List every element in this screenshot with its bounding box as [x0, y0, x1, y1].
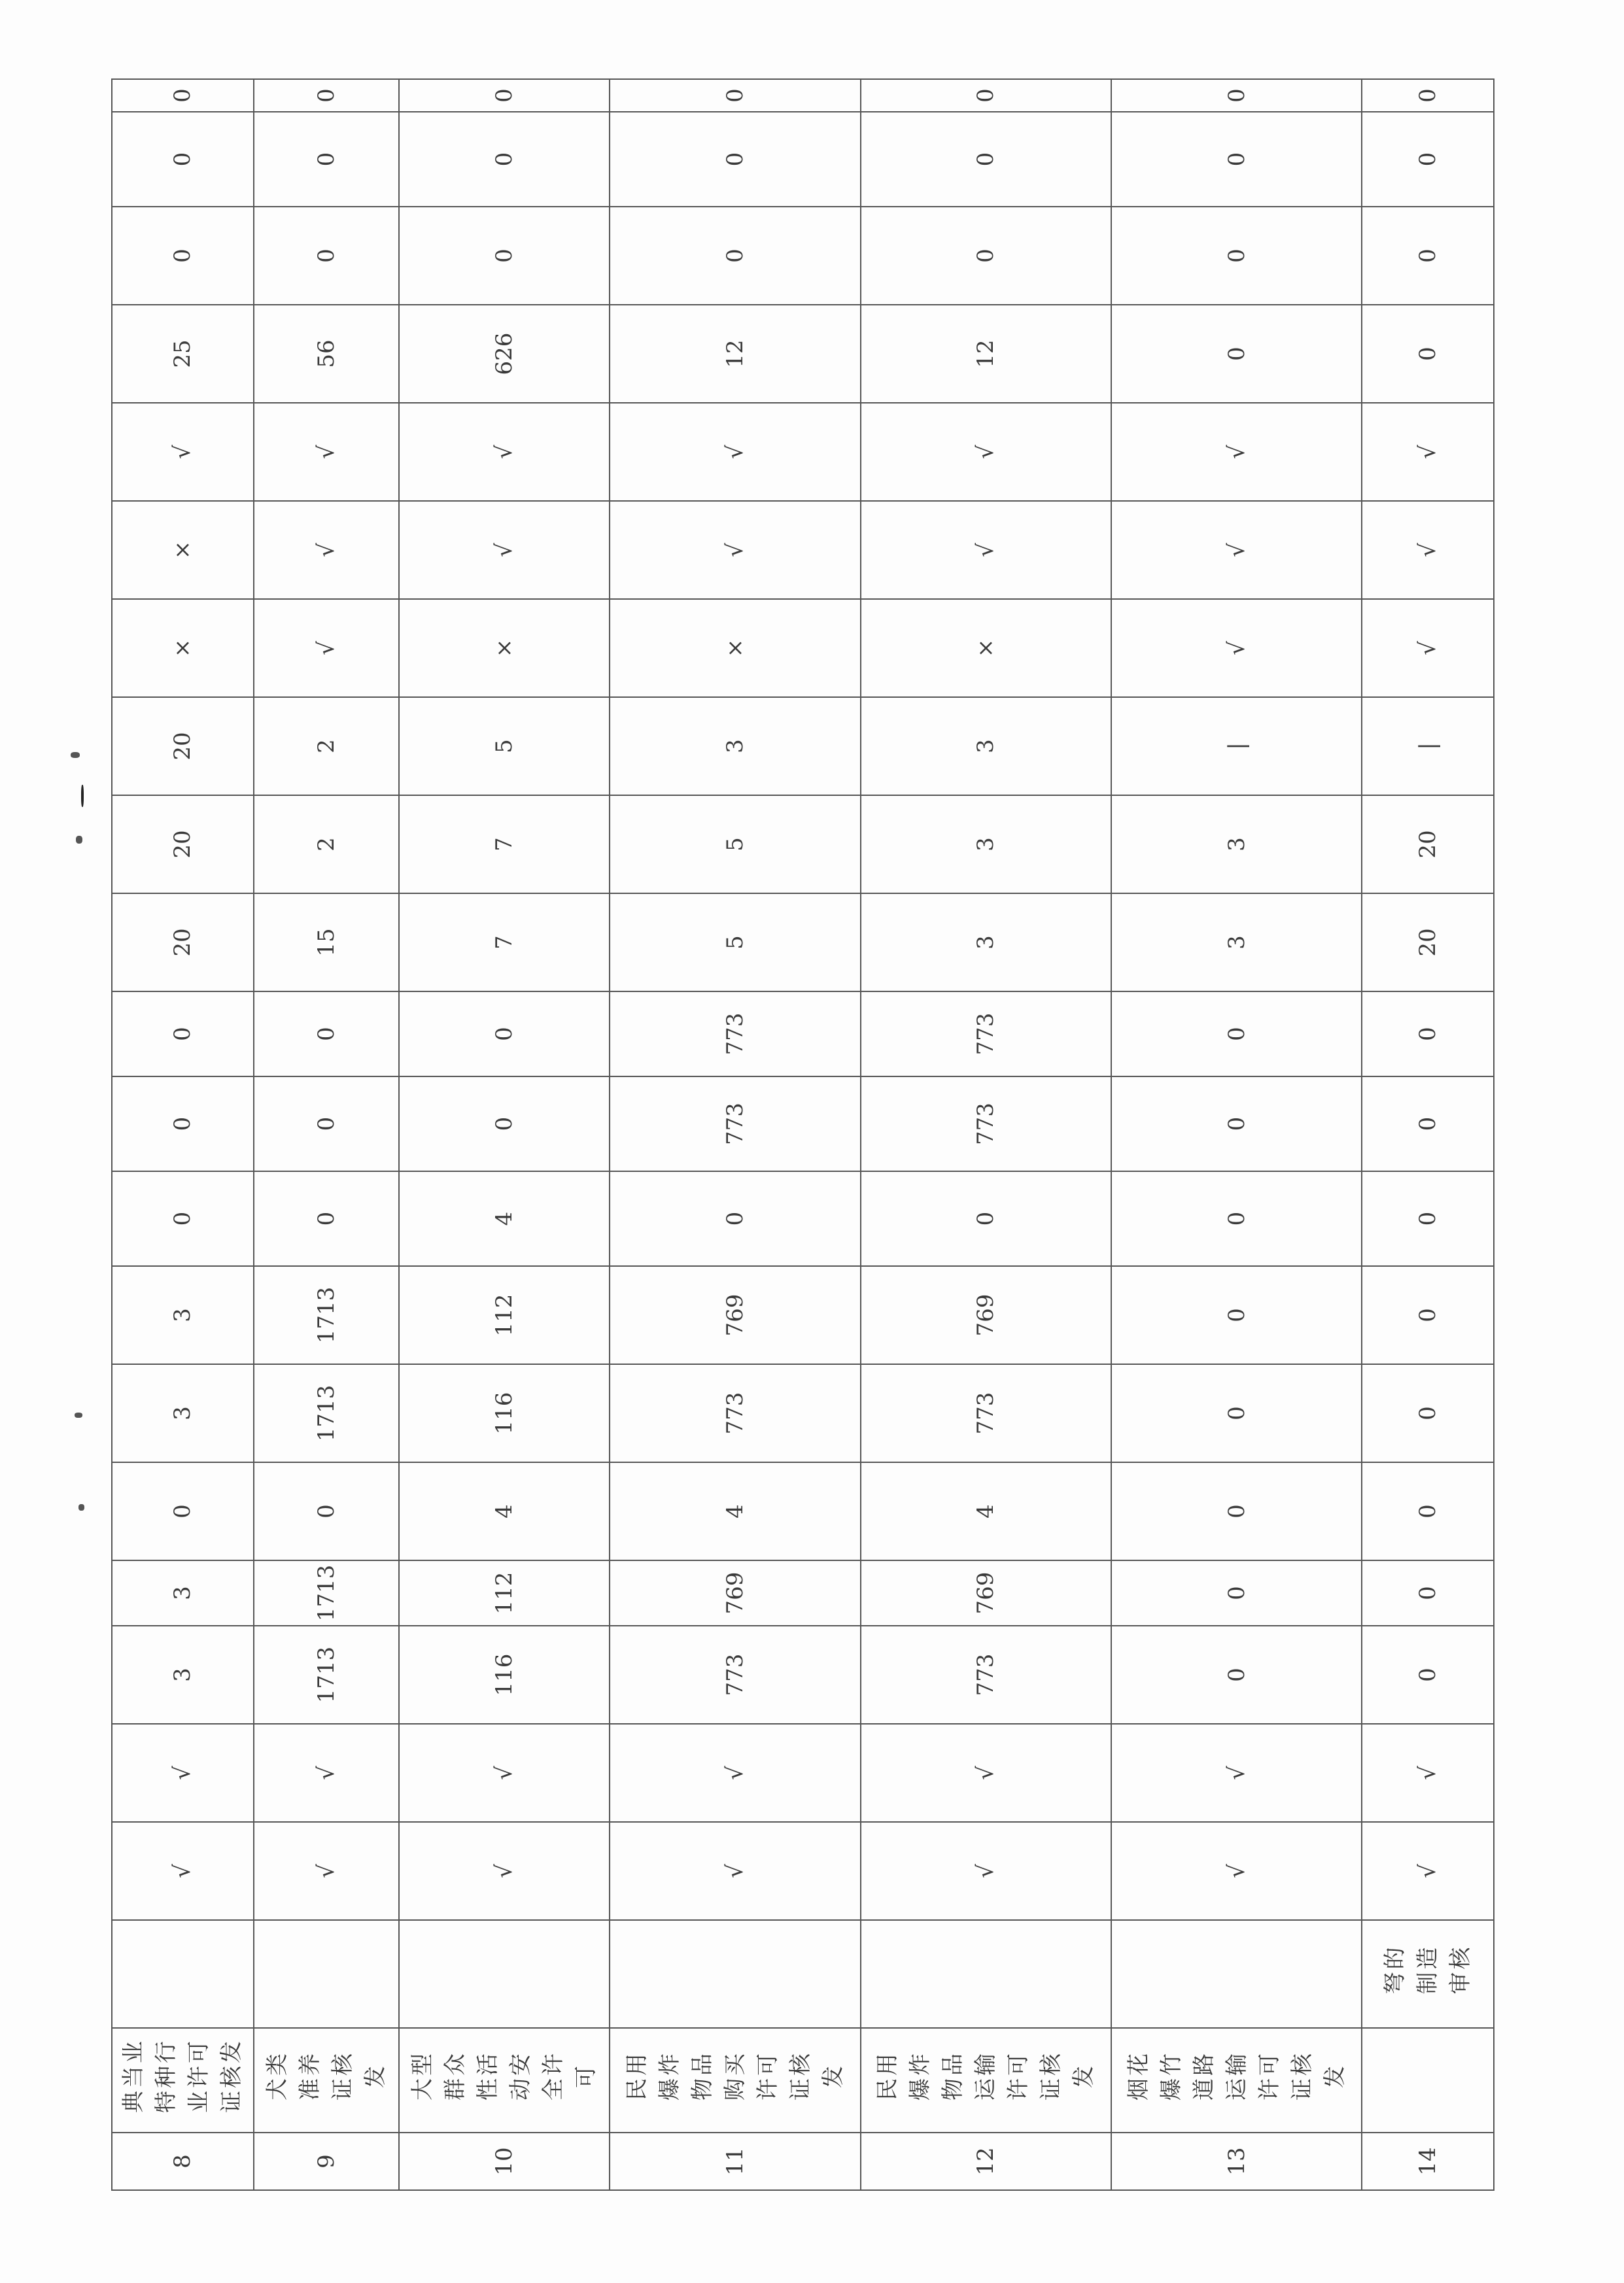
value-cell: ×	[399, 599, 610, 697]
value-cell: 0	[1362, 1076, 1494, 1171]
value-cell: 12	[861, 305, 1111, 403]
value-cell: √	[1362, 1724, 1494, 1822]
value-cell: √	[861, 1724, 1111, 1822]
scan-speck	[76, 836, 82, 844]
value-cell: 0	[1111, 1462, 1362, 1560]
item-name-line: 烟花	[1125, 2051, 1152, 2101]
item-name-line: 购买	[722, 2051, 749, 2101]
scan-speck	[75, 1413, 82, 1418]
value-cell: 0	[1362, 79, 1494, 112]
item-name-line: 大型	[409, 2051, 436, 2101]
value-cell: 0	[1362, 1462, 1494, 1560]
item-name-line: 发	[820, 2063, 847, 2088]
item-name-line: 证核	[787, 2051, 814, 2101]
value-cell: 7	[399, 893, 610, 991]
item-name-line: 全许	[540, 2051, 567, 2101]
value-cell: √	[1111, 403, 1362, 501]
value-cell: 112	[399, 1560, 610, 1626]
value-cell: 773	[610, 1076, 860, 1171]
item-name-line: 可	[573, 2063, 600, 2088]
value-cell: 769	[861, 1560, 1111, 1626]
value-cell: 626	[399, 305, 610, 403]
value-cell: 3	[861, 795, 1111, 893]
value-cell: 0	[1362, 1171, 1494, 1266]
row-number: 13	[1111, 2133, 1362, 2190]
scan-speck	[81, 785, 84, 807]
value-cell: 0	[610, 112, 860, 207]
value-cell: 1713	[254, 1266, 399, 1364]
value-cell: 116	[399, 1364, 610, 1462]
scan-speck	[78, 1504, 84, 1511]
value-cell: 0	[1362, 1626, 1494, 1724]
value-cell: 25	[112, 305, 254, 403]
value-cell: 0	[399, 79, 610, 112]
value-cell: 112	[399, 1266, 610, 1364]
item-name-line: 证核	[1288, 2051, 1315, 2101]
value-cell: 769	[610, 1560, 860, 1626]
value-cell: √	[1111, 1822, 1362, 1920]
row-number: 9	[254, 2133, 399, 2190]
value-cell: 0	[1111, 79, 1362, 112]
sub-item-cell	[112, 1920, 254, 2028]
value-cell: |	[1111, 697, 1362, 795]
value-cell: √	[399, 501, 610, 599]
item-name-line: 特种行	[153, 2038, 180, 2113]
value-cell: √	[610, 1822, 860, 1920]
value-cell: ×	[610, 599, 860, 697]
item-name-line: 典当业	[120, 2038, 147, 2113]
value-cell: 0	[112, 79, 254, 112]
item-name-line: 动安	[508, 2051, 534, 2101]
value-cell: 15	[254, 893, 399, 991]
item-name-line: 证核	[1038, 2051, 1065, 2101]
value-cell: 0	[1111, 305, 1362, 403]
row-number: 14	[1362, 2133, 1494, 2190]
value-cell: 0	[1111, 1364, 1362, 1462]
item-name-cell	[399, 2028, 610, 2133]
item-name-line: 爆炸	[657, 2051, 683, 2101]
item-name-line: 准养	[296, 2051, 323, 2101]
value-cell: 0	[1111, 1076, 1362, 1171]
item-name-line: 发	[362, 2063, 389, 2088]
statistics-table	[111, 78, 1494, 2191]
value-cell: √	[610, 501, 860, 599]
value-cell: 5	[399, 697, 610, 795]
item-name-line: 发	[1071, 2063, 1097, 2088]
value-cell: 20	[112, 697, 254, 795]
value-cell: 12	[610, 305, 860, 403]
value-cell: 0	[112, 1076, 254, 1171]
item-name-line: 民用	[624, 2051, 651, 2101]
item-name-line: 许可	[1256, 2051, 1283, 2101]
table-row	[861, 79, 1111, 2190]
table-row	[610, 79, 860, 2190]
value-cell: 0	[1111, 1560, 1362, 1626]
value-cell: 0	[112, 991, 254, 1076]
item-name-cell	[861, 2028, 1111, 2133]
item-name-line: 性活	[475, 2051, 502, 2101]
row-number: 8	[112, 2133, 254, 2190]
value-cell: √	[1111, 501, 1362, 599]
value-cell: 0	[1362, 1266, 1494, 1364]
value-cell: 773	[610, 1626, 860, 1724]
value-cell: 773	[861, 1076, 1111, 1171]
value-cell: 0	[254, 207, 399, 305]
value-cell: 0	[254, 1462, 399, 1560]
item-name-line: 物品	[689, 2051, 716, 2101]
value-cell: 0	[399, 1076, 610, 1171]
value-cell: 0	[861, 1171, 1111, 1266]
value-cell: 769	[610, 1266, 860, 1364]
value-cell: ×	[861, 599, 1111, 697]
value-cell: 0	[399, 207, 610, 305]
value-cell: 0	[254, 991, 399, 1076]
value-cell: 5	[610, 795, 860, 893]
value-cell: 0	[1111, 1171, 1362, 1266]
value-cell: √	[1362, 403, 1494, 501]
value-cell: ×	[112, 599, 254, 697]
value-cell: 0	[610, 1171, 860, 1266]
item-name-line: 运输	[973, 2051, 999, 2101]
item-name-line: 犬类	[264, 2051, 290, 2101]
item-name-line: 业许可	[186, 2038, 213, 2113]
value-cell: 0	[1111, 991, 1362, 1076]
value-cell: √	[112, 403, 254, 501]
item-name-line: 群众	[442, 2051, 469, 2101]
value-cell: √	[861, 501, 1111, 599]
value-cell: √	[1111, 599, 1362, 697]
item-name-line: 爆竹	[1158, 2051, 1184, 2101]
value-cell: 0	[1362, 1364, 1494, 1462]
value-cell: √	[254, 501, 399, 599]
value-cell: √	[861, 403, 1111, 501]
table-row	[399, 79, 610, 2190]
value-cell: 4	[610, 1462, 860, 1560]
value-cell: 4	[399, 1462, 610, 1560]
value-cell: √	[399, 403, 610, 501]
value-cell: √	[1111, 1724, 1362, 1822]
item-name-line: 爆炸	[907, 2051, 934, 2101]
value-cell: 20	[112, 893, 254, 991]
item-name-line: 许可	[755, 2051, 782, 2101]
item-name-cell	[1111, 2028, 1362, 2133]
value-cell: √	[254, 403, 399, 501]
value-cell: √	[610, 403, 860, 501]
value-cell: 20	[1362, 795, 1494, 893]
value-cell: 3	[112, 1266, 254, 1364]
table-row	[1111, 79, 1362, 2190]
sub-item-cell	[861, 1920, 1111, 2028]
value-cell: 773	[610, 1364, 860, 1462]
row-number: 12	[861, 2133, 1111, 2190]
value-cell: √	[399, 1724, 610, 1822]
value-cell: 4	[399, 1171, 610, 1266]
item-name-line: 运输	[1223, 2051, 1250, 2101]
value-cell: √	[1362, 599, 1494, 697]
item-name-line: 证核发	[218, 2038, 245, 2113]
value-cell: 3	[112, 1626, 254, 1724]
sub-item-cell	[1111, 1920, 1362, 2028]
value-cell: √	[112, 1724, 254, 1822]
value-cell: 0	[1362, 1560, 1494, 1626]
value-cell: √	[254, 1822, 399, 1920]
value-cell: 2	[254, 697, 399, 795]
table-row	[1362, 79, 1494, 2190]
value-cell: 773	[861, 1364, 1111, 1462]
value-cell: 0	[399, 991, 610, 1076]
sub-item-cell: 弩的 制造 审核	[1362, 1920, 1494, 2028]
value-cell: 0	[112, 1171, 254, 1266]
value-cell: 0	[1111, 1626, 1362, 1724]
value-cell: 1713	[254, 1560, 399, 1626]
sub-item-cell	[254, 1920, 399, 2028]
value-cell: √	[861, 1822, 1111, 1920]
value-cell: 773	[861, 1626, 1111, 1724]
value-cell: √	[1362, 501, 1494, 599]
row-number: 10	[399, 2133, 610, 2190]
value-cell: √	[610, 1724, 860, 1822]
value-cell: 3	[112, 1364, 254, 1462]
value-cell: 20	[1362, 893, 1494, 991]
value-cell: 0	[610, 207, 860, 305]
item-name-line: 证核	[329, 2051, 356, 2101]
sub-item-cell	[399, 1920, 610, 2028]
value-cell: 0	[254, 1076, 399, 1171]
value-cell: 3	[610, 697, 860, 795]
value-cell: 7	[399, 795, 610, 893]
value-cell: 2	[254, 795, 399, 893]
value-cell: 1713	[254, 1364, 399, 1462]
value-cell: 0	[1111, 1266, 1362, 1364]
value-cell: 116	[399, 1626, 610, 1724]
value-cell: 0	[399, 112, 610, 207]
value-cell: 3	[861, 893, 1111, 991]
item-name-cell	[610, 2028, 860, 2133]
value-cell: 5	[610, 893, 860, 991]
value-cell: 0	[610, 79, 860, 112]
value-cell: |	[1362, 697, 1494, 795]
rotated-table-sheet	[111, 78, 1494, 2191]
item-name-cell	[1362, 2028, 1494, 2133]
sub-item-cell	[610, 1920, 860, 2028]
value-cell: 0	[1362, 991, 1494, 1076]
value-cell: √	[1362, 1822, 1494, 1920]
value-cell: √	[254, 1724, 399, 1822]
value-cell: 3	[861, 697, 1111, 795]
item-name-line: 发	[1321, 2063, 1348, 2088]
item-name-line: 物品	[940, 2051, 967, 2101]
value-cell: 769	[861, 1266, 1111, 1364]
value-cell: √	[399, 1822, 610, 1920]
item-name-cell	[254, 2028, 399, 2133]
value-cell: 1713	[254, 1626, 399, 1724]
item-name-line: 道路	[1190, 2051, 1217, 2101]
value-cell: ×	[112, 501, 254, 599]
value-cell: 773	[610, 991, 860, 1076]
value-cell: 3	[1111, 795, 1362, 893]
value-cell: 0	[1111, 112, 1362, 207]
value-cell: 3	[1111, 893, 1362, 991]
value-cell: 0	[1362, 305, 1494, 403]
table-row	[254, 79, 399, 2190]
value-cell: 0	[1362, 112, 1494, 207]
value-cell: 0	[112, 1462, 254, 1560]
value-cell: 0	[254, 79, 399, 112]
value-cell: 0	[861, 79, 1111, 112]
value-cell: 0	[254, 1171, 399, 1266]
value-cell: 773	[861, 991, 1111, 1076]
value-cell: 20	[112, 795, 254, 893]
value-cell: 4	[861, 1462, 1111, 1560]
value-cell: 3	[112, 1560, 254, 1626]
value-cell: 0	[254, 112, 399, 207]
value-cell: √	[112, 1822, 254, 1920]
item-name-cell	[112, 2028, 254, 2133]
table-row	[112, 79, 254, 2190]
value-cell: √	[254, 599, 399, 697]
value-cell: 0	[861, 207, 1111, 305]
value-cell: 0	[861, 112, 1111, 207]
value-cell: 0	[112, 112, 254, 207]
value-cell: 0	[1111, 207, 1362, 305]
item-name-line: 民用	[874, 2051, 901, 2101]
value-cell: 0	[112, 207, 254, 305]
value-cell: 56	[254, 305, 399, 403]
value-cell: 0	[1362, 207, 1494, 305]
scan-speck	[71, 752, 80, 758]
item-name-line: 许可	[1005, 2051, 1032, 2101]
row-number: 11	[610, 2133, 860, 2190]
